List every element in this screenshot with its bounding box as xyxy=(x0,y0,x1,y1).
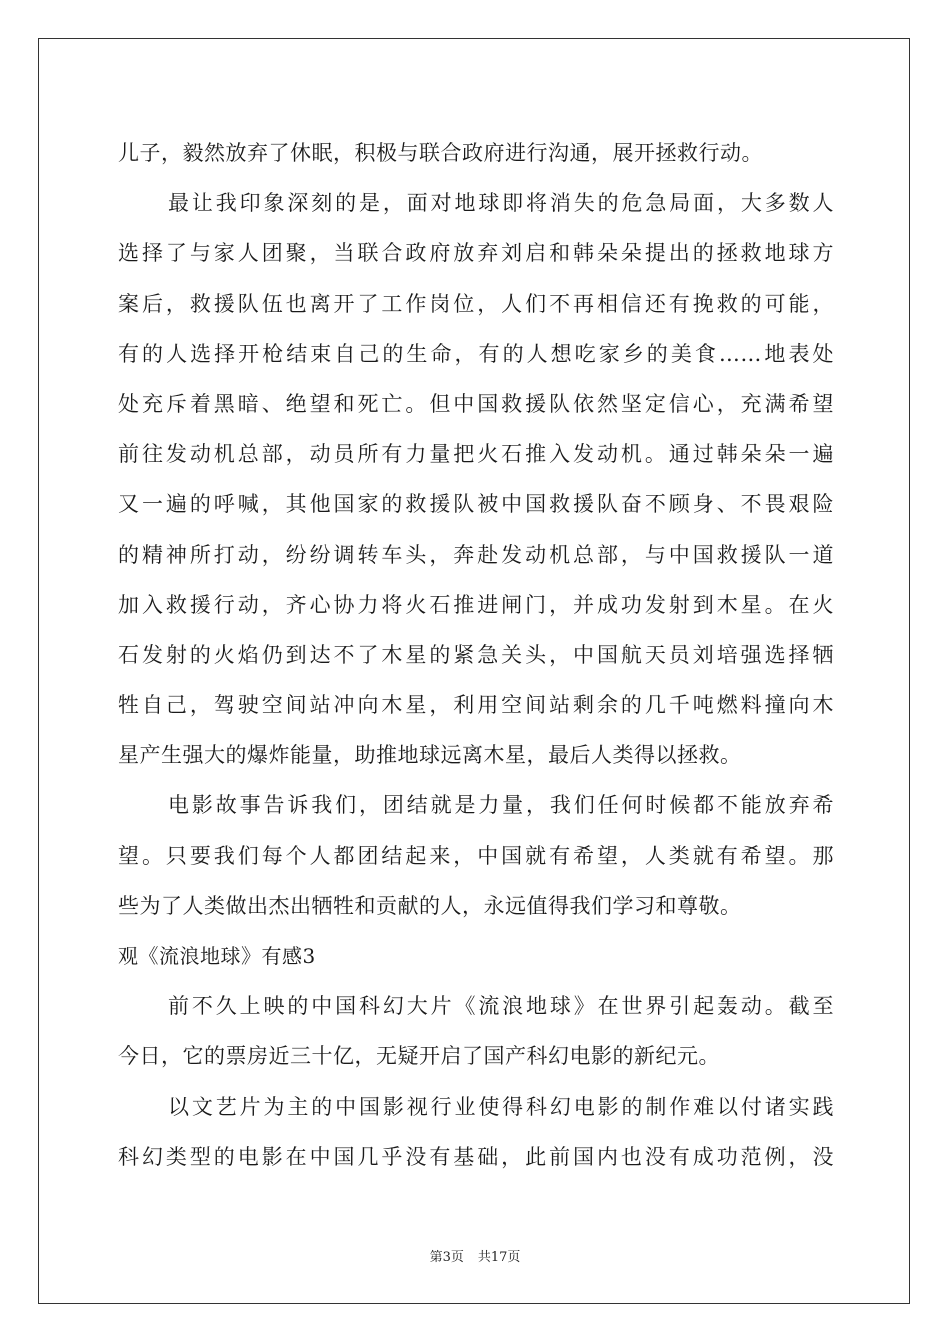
text-line: 星产生强大的爆炸能量，助推地球远离木星，最后人类得以拯救。 xyxy=(118,743,742,768)
text-line: 以文艺片为主的中国影视行业使得科幻电影的制作难以付诸实践 xyxy=(168,1094,834,1119)
text-line: 处充斥着黑暗、绝望和死亡。但中国救援队依然坚定信心，充满希望 xyxy=(118,391,834,416)
page-number: 第3页 xyxy=(429,1250,464,1265)
page-footer xyxy=(0,1246,950,1265)
text-line: 加入救援行动，齐心协力将火石推进闸门，并成功发射到木星。在火 xyxy=(118,592,834,617)
text-line: 前往发动机总部，动员所有力量把火石推入发动机。通过韩朵朵一遍 xyxy=(118,442,834,467)
text-line: 又一遍的呼喊，其他国家的救援队被中国救援队奋不顾身、不畏艰险 xyxy=(118,492,834,517)
text-line: 的精神所打动，纷纷调转车头，奔赴发动机总部，与中国救援队一道 xyxy=(118,542,834,567)
text-line: 最让我印象深刻的是，面对地球即将消失的危急局面，大多数人 xyxy=(168,191,834,216)
text-line: 望。只要我们每个人都团结起来，中国就有希望，人类就有希望。那 xyxy=(118,843,834,868)
text-line: 有的人选择开枪结束自己的生命，有的人想吃家乡的美食……地表处 xyxy=(118,341,834,366)
text-line: 选择了与家人团聚，当联合政府放弃刘启和韩朵朵提出的拯救地球方 xyxy=(118,241,834,266)
section-heading: 观《流浪地球》有感3 xyxy=(118,944,316,968)
text-line: 电影故事告诉我们，团结就是力量，我们任何时候都不能放弃希 xyxy=(168,793,834,818)
text-line: 科幻类型的电影在中国几乎没有基础，此前国内也没有成功范例，没 xyxy=(118,1144,834,1169)
page-total: 共17页 xyxy=(477,1250,521,1265)
paragraph-block-1 xyxy=(118,128,834,931)
text-line: 石发射的火焰仍到达不了木星的紧急关头，中国航天员刘培强选择牺 xyxy=(118,642,834,667)
text-line: 今日，它的票房近三十亿，无疑开启了国产科幻电影的新纪元。 xyxy=(118,1044,720,1069)
text-line: 案后，救援队伍也离开了工作岗位，人们不再相信还有挽救的可能， xyxy=(118,291,834,316)
text-line: 些为了人类做出杰出牺牲和贡献的人，永远值得我们学习和尊敬。 xyxy=(118,893,742,918)
text-line: 牲自己，驾驶空间站冲向木星，利用空间站剩余的几千吨燃料撞向木 xyxy=(118,693,834,718)
document-body xyxy=(118,128,834,1182)
text-line: 儿子，毅然放弃了休眠，积极与联合政府进行沟通，展开拯救行动。 xyxy=(118,141,763,165)
paragraph-block-2 xyxy=(118,981,834,1182)
text-line: 前不久上映的中国科幻大片《流浪地球》在世界引起轰动。截至 xyxy=(168,994,834,1019)
